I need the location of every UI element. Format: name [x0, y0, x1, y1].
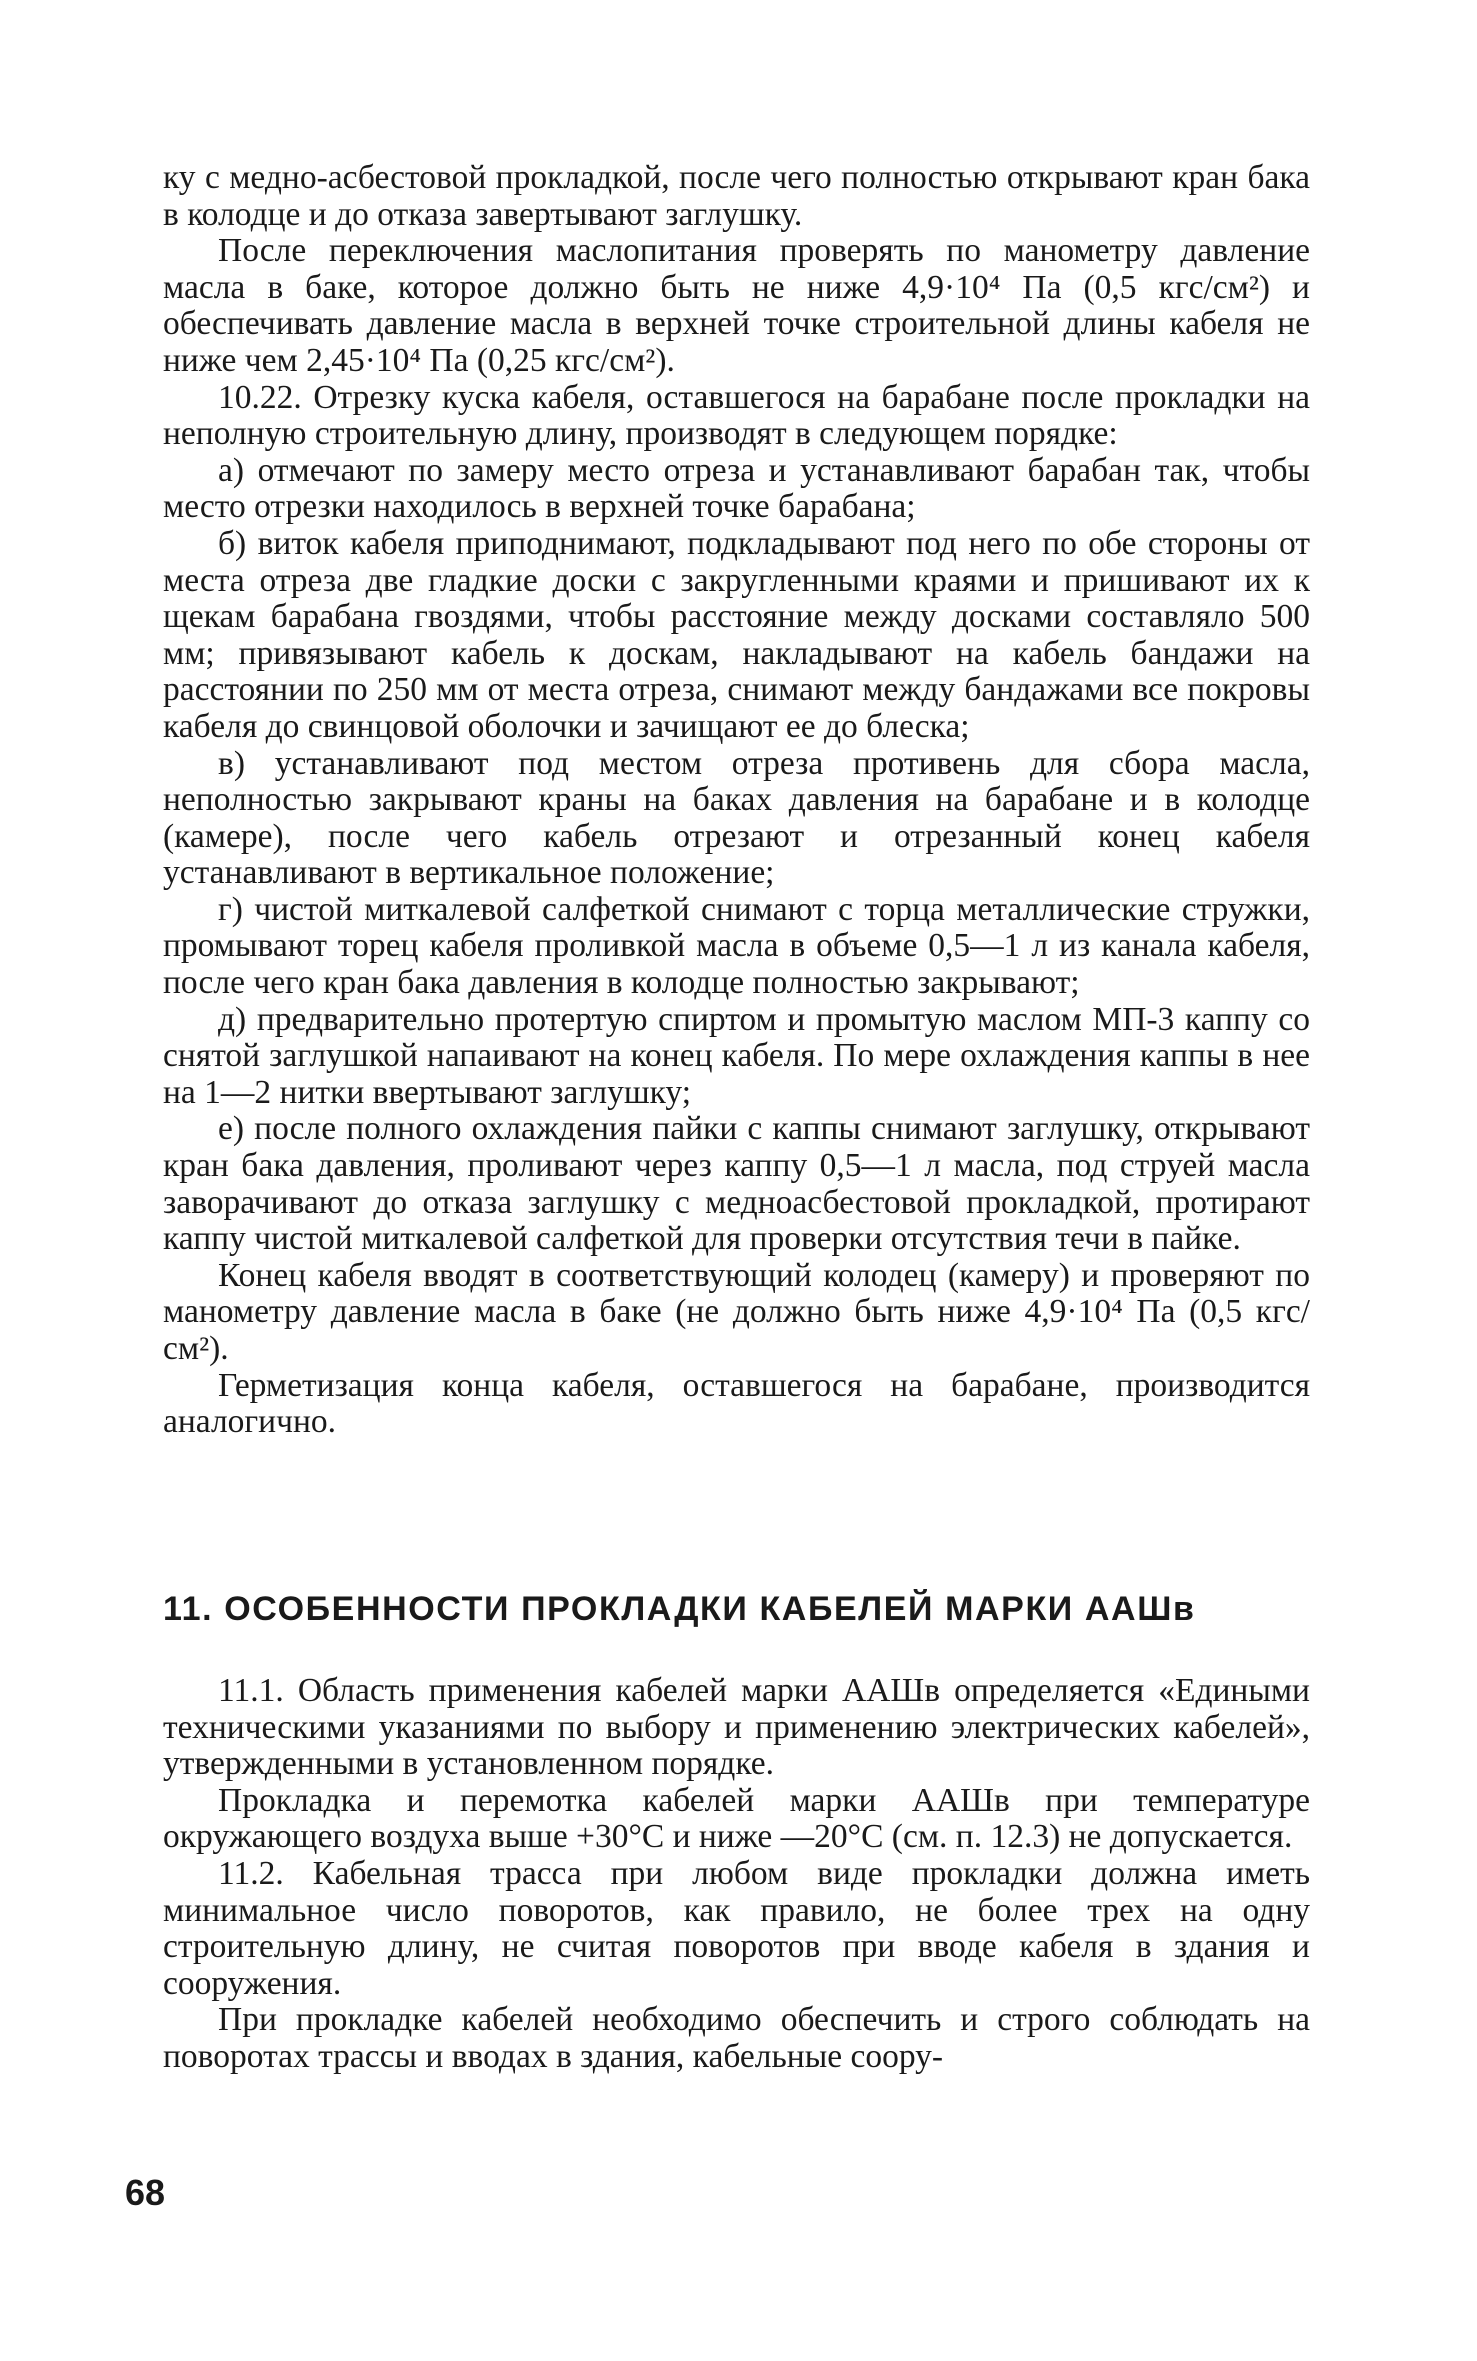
page-number: 68 [125, 2172, 166, 2213]
paragraph: е) после полного охлаждения пайки с каппы снимают заглушку, открывают кран бака давления, проливают через каппу 0,5—1 л масла, под струей масла заворачивают до отказа заглушку с медноасбестовой прокладкой, протирают каппу чистой миткалевой салфеткой для проверки отсутствия течи в пайке. [163, 1110, 1310, 1258]
body-text-bottom [163, 1673, 1310, 2076]
paragraph: Конец кабеля вводят в соответствующий колодец (камеру) и проверяют по манометру давление масла в баке (не должно быть ниже 4,9·10⁴ Па (0,5 кгс/см²). [163, 1256, 1310, 1367]
paragraph: в) устанавливают под местом отреза противень для сбора масла, неполностью закрывают краны на баках давления на барабане и в колодце (камере), после чего кабель отрезают и отрезанный конец кабеля устанавливают в вертикальное положение; [163, 744, 1310, 892]
section-heading: 11. ОСОБЕННОСТИ ПРОКЛАДКИ КАБЕЛЕЙ МАРКИ ААШв [163, 1590, 1196, 1628]
paragraph: После переключения маслопитания проверять по манометру давление масла в баке, которое должно быть не ниже 4,9·10⁴ Па (0,5 кгс/см²) и обеспечивать давление масла в верхней точке строительной длины кабеля не ниже чем 2,45·10⁴ Па (0,25 кгс/см²). [163, 232, 1310, 379]
body-text-top [163, 160, 1310, 1441]
paragraph: 11.1. Область применения кабелей марки ААШв определяется «Едиными техническими указаниями по выбору и применению электрических кабелей», утвержденными в установленном порядке. [163, 1672, 1310, 1783]
paragraph: 10.22. Отрезку куска кабеля, оставшегося на барабане после прокладки на неполную строительную длину, производят в следующем порядке: [163, 378, 1310, 453]
paragraph: д) предварительно протертую спиртом и промытую маслом МП-3 каппу со снятой заглушкой напаивают на конец кабеля. По мере охлаждения каппы в нее на 1—2 нитки ввертывают заглушку; [163, 1000, 1310, 1111]
paragraph: б) виток кабеля приподнимают, подкладывают под него по обе стороны от места отреза две гладкие доски с закругленными краями и пришивают их к щекам барабана гвоздями, чтобы расстояние между досками составляло 500 мм; привязывают кабель к доскам, накладывают на кабель бандажи на расстоянии по 250 мм от места отреза, снимают между бандажами все покровы кабеля до свинцовой оболочки и зачищают ее до блеска; [163, 524, 1310, 745]
paragraph: Герметизация конца кабеля, оставшегося на барабане, производится аналогично. [163, 1366, 1310, 1441]
paragraph: При прокладке кабелей необходимо обеспечить и строго соблюдать на поворотах трассы и вводах в здания, кабельные соору- [163, 2001, 1310, 2075]
paragraph: а) отмечают по замеру место отреза и устанавливают барабан так, чтобы место отрезки находилось в верхней точке барабана; [163, 451, 1310, 526]
paragraph: г) чистой миткалевой салфеткой снимают с торца металлические стружки, промывают торец кабеля проливкой масла в объеме 0,5—1 л из канала кабеля, после чего кран бака давления в колодце полностью закрывают; [163, 890, 1310, 1002]
paragraph: Прокладка и перемотка кабелей марки ААШв при температуре окружающего воздуха выше +30°С и ниже —20°С (см. п. 12.3) не допускается. [163, 1781, 1310, 1856]
paragraph: 11.2. Кабельная трасса при любом виде прокладки должна иметь минимальное число поворотов, как правило, не более трех на одну строительную длину, не считая поворотов при вводе кабеля в здания и сооружения. [163, 1854, 1310, 2002]
paragraph: ку с медно-асбестовой прокладкой, после чего полностью открывают кран бака в колодце и до отказа завертывают заглушку. [163, 159, 1310, 233]
